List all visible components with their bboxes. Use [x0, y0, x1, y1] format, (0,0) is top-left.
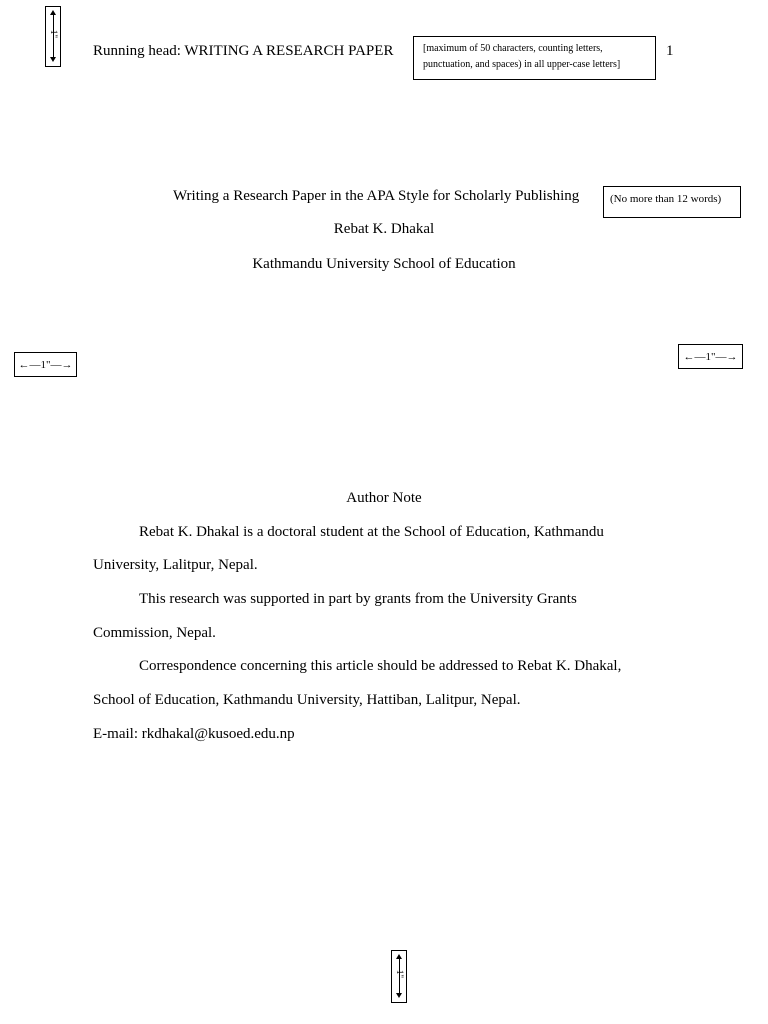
- author-email: E-mail: rkdhakal@kusoed.edu.np: [93, 726, 295, 742]
- page-number: 1: [666, 43, 674, 59]
- arrow-left-icon: ←—: [18, 358, 41, 371]
- left-margin-label: 1": [40, 358, 51, 371]
- author-note-p1-line1: Rebat K. Dhakal is a doctoral student at the School of Education, Kathmandu: [139, 524, 604, 540]
- arrow-right-icon: —→: [50, 358, 73, 371]
- author-note-p3-line2: School of Education, Kathmandu University, Hattiban, Lalitpur, Nepal.: [93, 692, 521, 708]
- right-margin-label: 1": [705, 350, 716, 363]
- title-note-text: (No more than 12 words): [610, 193, 722, 205]
- left-margin-indicator: [14, 352, 77, 377]
- running-head-note-box: [413, 36, 656, 80]
- top-margin-label: 1": [49, 29, 59, 39]
- author-note-p2-line1: This research was supported in part by grants from the University Grants: [139, 591, 577, 607]
- author-note-p3-line1: Correspondence concerning this article should be addressed to Rebat K. Dhakal,: [139, 658, 622, 674]
- running-head: Running head: WRITING A RESEARCH PAPER: [93, 43, 394, 59]
- author-note-heading: Author Note: [346, 490, 422, 506]
- author-note-p2-line2: Commission, Nepal.: [93, 625, 216, 641]
- bottom-margin-label: 1": [395, 969, 405, 979]
- top-margin-indicator: [45, 6, 61, 67]
- author-affiliation: Kathmandu University School of Education: [252, 256, 516, 272]
- author-name: Rebat K. Dhakal: [333, 221, 435, 237]
- running-head-note-text: [maximum of 50 characters, counting letters, punctuation, and spaces) in all upper-case letters]: [423, 43, 621, 70]
- paper-title: Writing a Research Paper in the APA Style for Scholarly Publishing: [173, 188, 580, 204]
- arrow-down-icon: [396, 993, 402, 998]
- arrow-right-icon: —→: [715, 350, 738, 363]
- bottom-margin-indicator: [391, 950, 407, 1003]
- right-margin-indicator: [678, 344, 743, 369]
- arrow-down-icon: [50, 57, 56, 62]
- author-note-p1-line2: University, Lalitpur, Nepal.: [93, 557, 258, 573]
- arrow-left-icon: ←—: [683, 350, 706, 363]
- title-note-box: [603, 186, 741, 218]
